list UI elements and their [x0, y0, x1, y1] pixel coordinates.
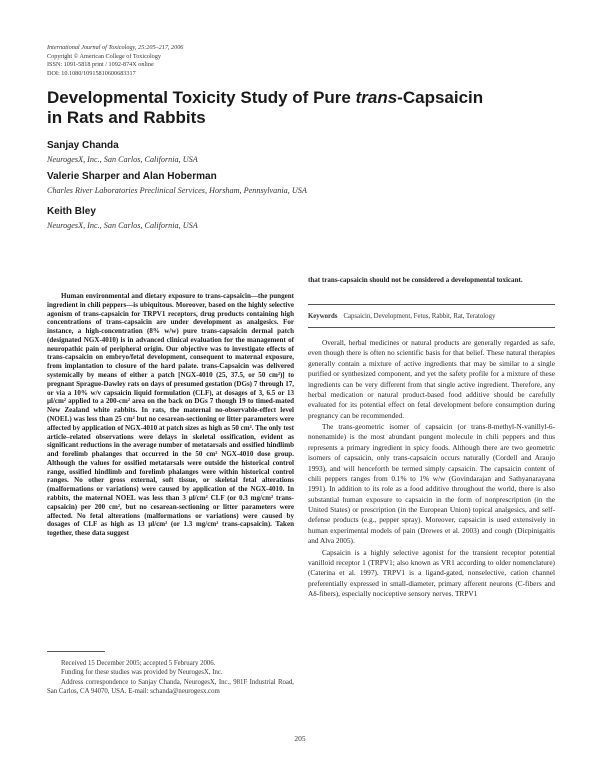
footnote-rule [47, 651, 105, 652]
author-2: Valerie Sharper and Alan Hoberman [47, 171, 217, 182]
title-part-2: -Capsaicin [397, 88, 484, 107]
footnote-received: Received 15 December 2005; accepted 5 February 2006. [61, 660, 216, 667]
footnote-correspondence: Address correspondence to Sanjay Chanda, NeurogesX, Inc., 981F Industrial Road, San Carlos, CA 94070, USA. E-mail: schanda@neurogesx.com [47, 678, 294, 695]
page-number: 205 [294, 734, 306, 743]
footnote-funding: Funding for these studies was provided by NeurogesX, Inc. [61, 669, 223, 677]
paper-title [47, 88, 567, 128]
author-3: Keith Bley [47, 206, 96, 217]
author-1: Sanjay Chanda [47, 140, 119, 151]
abstract-continued: that trans-capsaicin should not be considered a developmental toxicant. [308, 276, 523, 284]
body-paragraph: Capsaicin is a highly selective agonist for the transient receptor potential vanilloid receptor 1 (TRPV1; also known as VR1 according to older nomenclature) (Caterina et al. 1997). TRPV1 is a ligand-gated, nonselective, cation channel preferentially expressed in small-diameter, primary afferent neurons (C-fibers and Aδ-fibers), especially nociceptive sensory nerves. TRPV1 [308, 547, 555, 598]
keywords-text: Capsaicin, Development, Fetus, Rabbit, Rat, Teratology [343, 313, 496, 320]
affiliation-1: NeurogesX, Inc., San Carlos, California, USA [47, 155, 198, 164]
affiliation-3: NeurogesX, Inc., San Carlos, California, USA [47, 221, 198, 230]
journal-citation: International Journal of Toxicology, 25:205–217, 2006 [47, 44, 184, 51]
keywords-rule-top [308, 304, 555, 305]
footnotes [47, 659, 294, 696]
issn-line: ISSN: 1091-5818 print / 1092-874X online [47, 61, 154, 69]
title-italic: trans [355, 88, 398, 107]
keywords-label: Keywords [308, 313, 338, 320]
doi-line: DOI: 10.1080/10915810600683317 [47, 69, 136, 77]
body-paragraph: The trans-geometric isomer of capsaicin (or trans-8-methyl-N-vanillyl-6-nonenamide) is the most abundant pungent molecule in chili peppers and thus represents a primary ingredient in spicy foods. Although there are two geometric isomers of capsaicin, only trans-capsaicin occurs naturally (Cordell and Araujo 1993), and will henceforth be termed simply capsaicin. The capsaicin content of chili peppers ranges from 0.1% to 1% w/w (Govindarajan and Sathyanarayana 1991). In addition to its role as a food additive throughout the world, there is also substantial human exposure to capsaicin in the form of nonprescription (in the United States) or prescription (in the European Union) topical analgesics, and self-defense products (e.g., pepper spray). Moreover, capsaicin is used extensively in human experimental models of pain (Drewes et al. 2003) and cough (Dicpinigaitis and Alva 2005). [308, 422, 555, 546]
affiliation-2: Charles River Laboratories Preclinical Services, Horsham, Pennsylvania, USA [47, 186, 307, 195]
body-paragraph: Overall, herbal medicines or natural products are generally regarded as safe, even though there is often no scientific basis for that belief. These natural therapies generally contain a mixture of active ingredients that may be similar to a single purified or synthesized component, and yet the safety profile for a mixture of these ingredients can be very different from that single active ingredient. Therefore, any herbal medication or natural product-based food additive should be carefully evaluated for its potential effect on fetal development before consumption during pregnancy can be recommended. [308, 338, 555, 420]
journal-header [47, 44, 183, 78]
title-line-2: in Rats and Rabbits [47, 108, 206, 127]
abstract: Human environmental and dietary exposure to trans-capsaicin—the pungent ingredient in chili peppers—is ubiquitous. Moreover, based on the highly selective agonism of trans-capsaicin for TRPV1 receptors, drug products containing high concentrations of trans-capsaicin are under development as analgesics. For instance, a high-concentration (8% w/w) pure trans-capsaicin dermal patch (designated NGX-4010) is in advanced clinical evaluation for the management of neuropathic pain of peripheral origin. Our objective was to investigate effects of trans-capsaicin on embryo/fetal development, consequent to maternal exposure, from implantation to closure of the hard palate. trans-Capsaicin was delivered systemically by means of either a patch [NGX-4010 (25, 37.5, or 50 cm²)] to pregnant Sprague-Dawley rats on days of presumed gestation (DGs) 7 through 17, or via a 10% w/v capsaicin liquid formulation (CLF), at dosages of 3, 6.5 or 13 μl/cm² applied to a 200-cm² area on the back on DGs 7 though 19 to timed-mated New Zealand white rabbits. In rats, the maternal no-observable-effect level (NOEL) was less than 25 cm² but no cesarean-sectioning or litter parameters were affected by application of NGX-4010 at patch sizes as high as 50 cm². The only test article–related observations were delays in skeletal ossification, evident as significant reductions in the average number of metatarsals and ossified hindlimb and forelimb phalanges that occurred in the 50 cm² NGX-4010 dose group. Although the values for ossified metatarsals were outside the historical control range, ossified hindlimb and forelimb phalanges were within historical control ranges. No other gross external, soft tissue, or skeletal fetal alterations (malformations or variations) were caused by application of the NGX-4010. In rabbits, the maternal NOEL was less than 3 μl/cm² CLF (or 0.3 mg/cm² trans-capsaicin) per 200 cm², but no cesarean-sectioning or litter parameters were affected. No fetal alterations (malformations or variations) were caused by dosages of CLF as high as 13 μl/cm² (or 1.3 mg/cm² trans-capsaicin). Taken together, these data suggest [47, 292, 294, 538]
keywords-line [308, 313, 555, 320]
keywords-rule-bottom [308, 327, 555, 328]
copyright-line: Copyright © American College of Toxicology [47, 52, 161, 60]
body-text [308, 338, 555, 599]
title-part-1: Developmental Toxicity Study of Pure [47, 88, 356, 107]
